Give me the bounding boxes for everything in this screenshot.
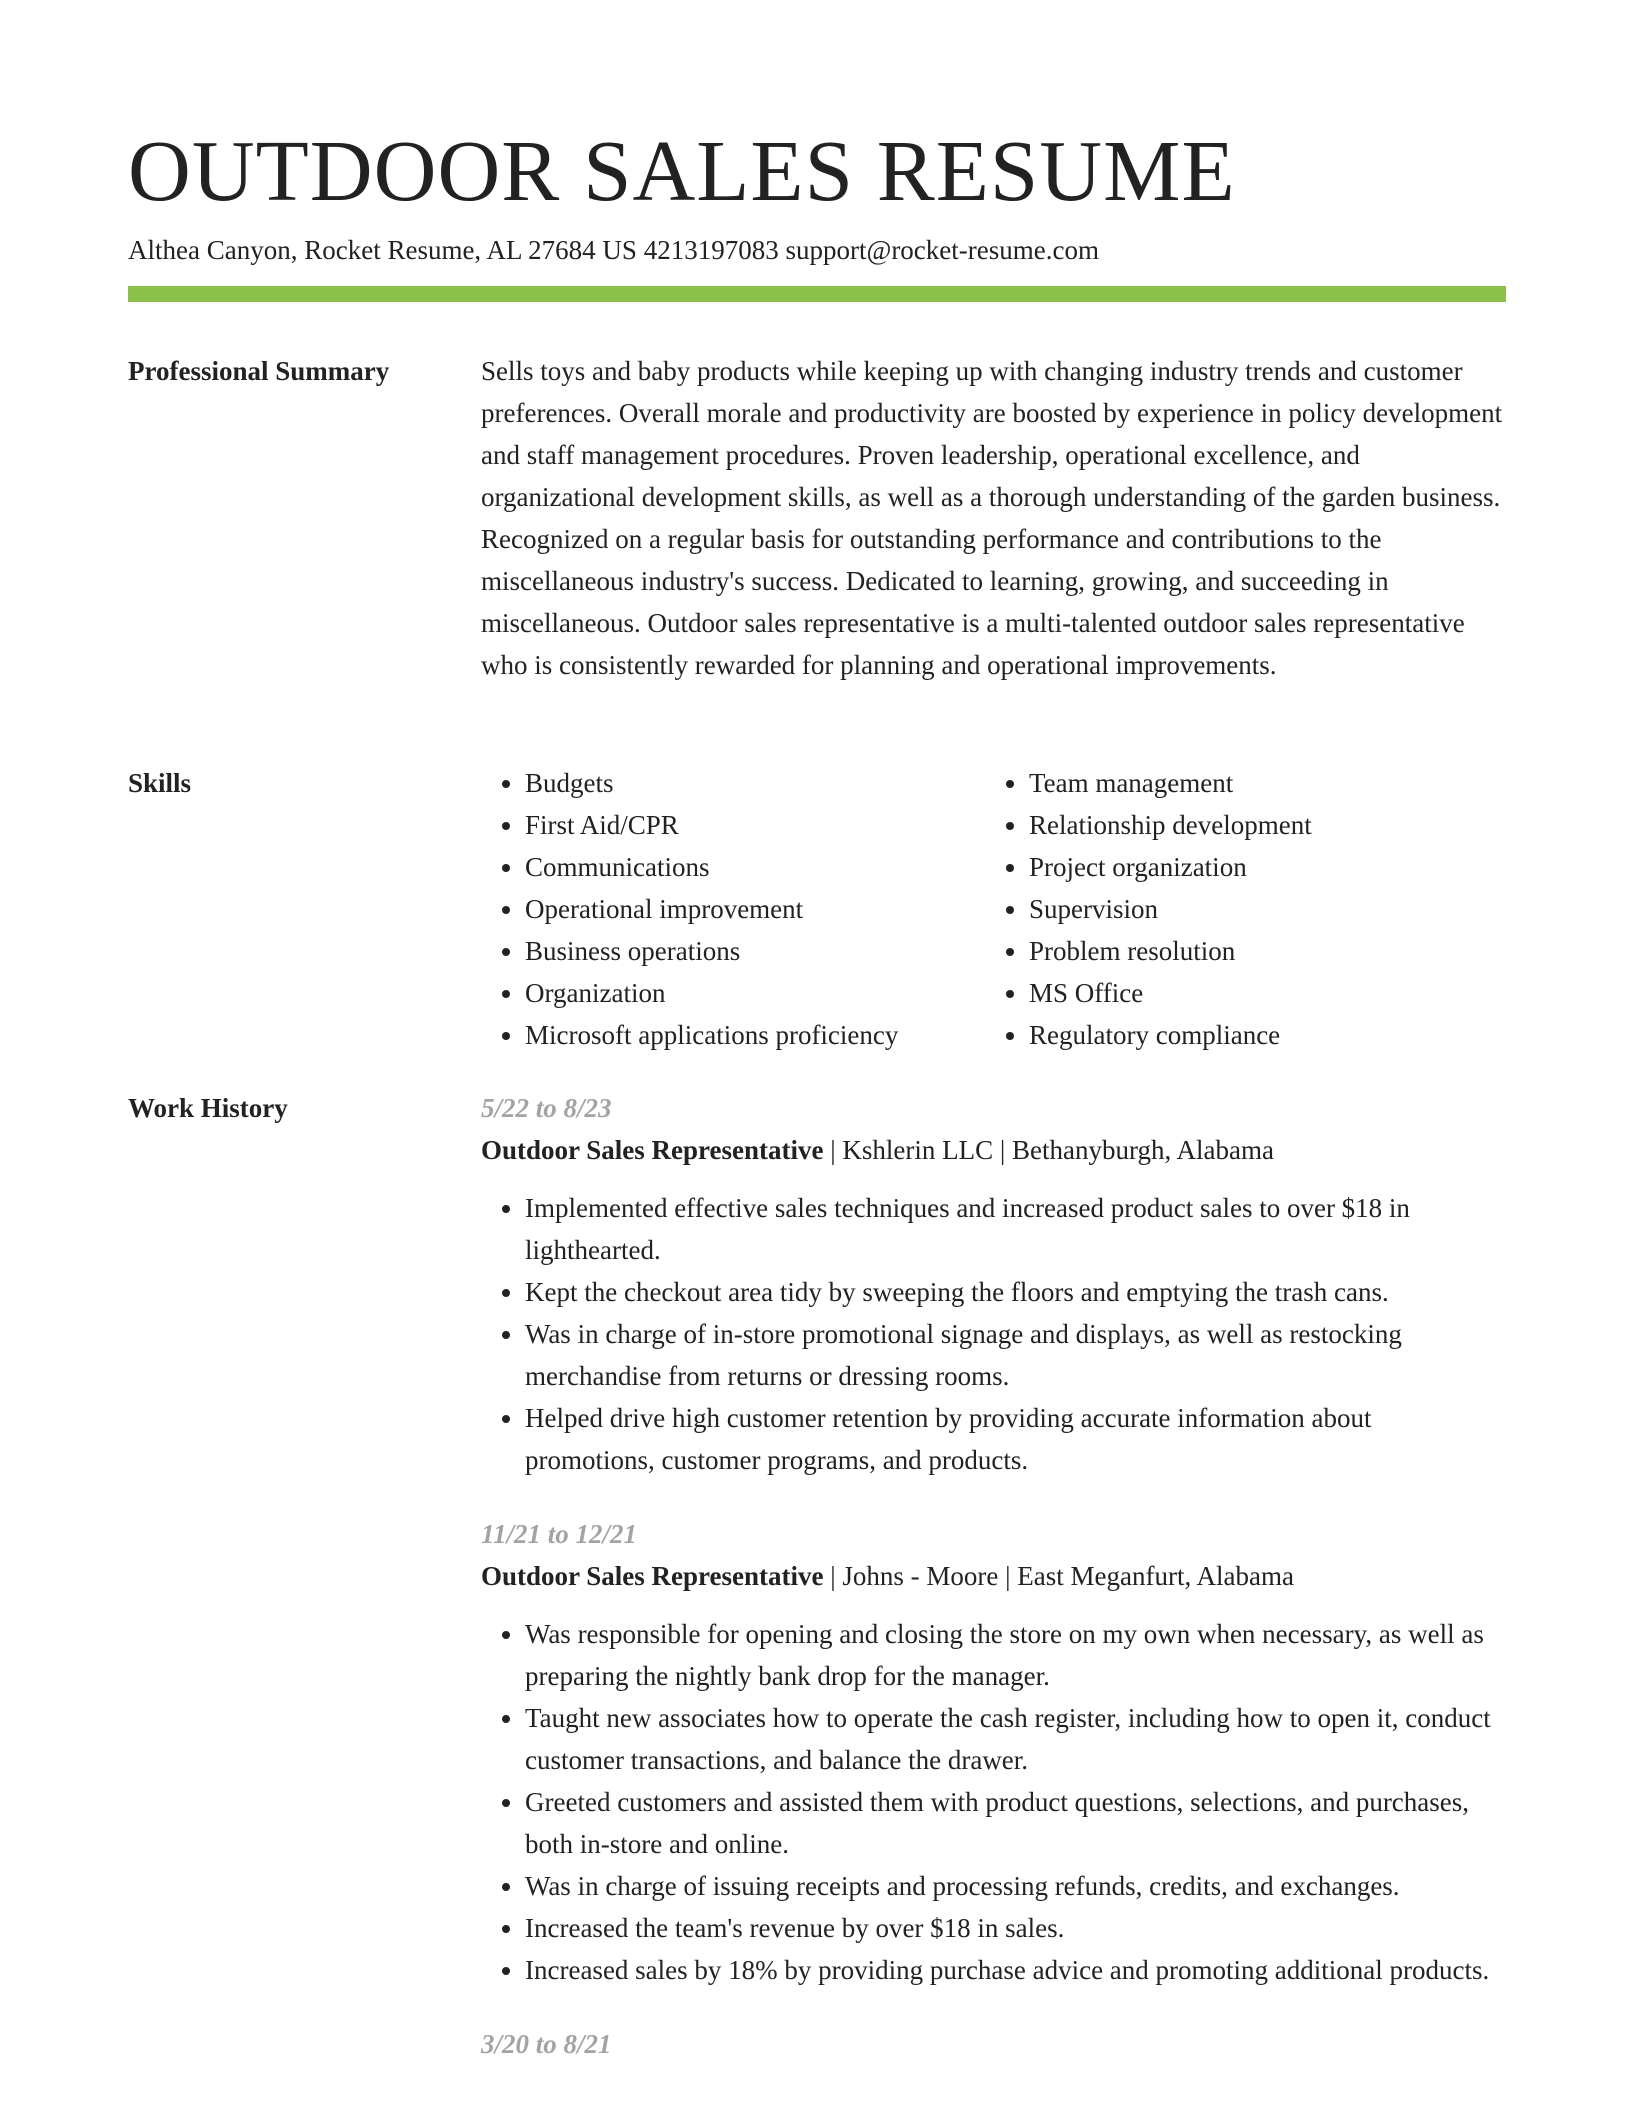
job-bullet: • Kept the checkout area tidy by sweeping the floors and emptying the trash cans.: [525, 1271, 1506, 1313]
job-bullet: • Taught new associates how to operate the cash register, including how to open it, conduct customer transactions, and balance the drawer.: [525, 1697, 1506, 1781]
job-bullet: • Increased sales by 18% by providing purchase advice and promoting additional products.: [525, 1949, 1506, 1991]
contact-phone: 4213197083: [643, 235, 779, 265]
job-dates: 5/22 to 8/23: [481, 1093, 612, 1123]
job-entry: [481, 1087, 1506, 1481]
skills-columns: [481, 762, 1506, 1056]
skills-body: [481, 762, 1506, 1056]
skill-item: • Project organization: [1029, 846, 1489, 888]
skill-item: • Operational improvement: [525, 888, 985, 930]
job-bullet: • Was in charge of in-store promotional signage and displays, as well as restocking merchandise from returns or dressing rooms.: [525, 1313, 1506, 1397]
skill-item: • Team management: [1029, 762, 1489, 804]
skill-item: • First Aid/CPR: [525, 804, 985, 846]
skill-item: • Supervision: [1029, 888, 1489, 930]
job-bullet: • Greeted customers and assisted them with product questions, selections, and purchases, both in-store and online.: [525, 1781, 1506, 1865]
summary-body: [481, 350, 1506, 686]
contact-email: support@rocket-resume.com: [785, 235, 1099, 265]
job-bullet: • Was responsible for opening and closing the store on my own when necessary, as well as preparing the nightly bank drop for the manager.: [525, 1613, 1506, 1697]
skill-item: • Problem resolution: [1029, 930, 1489, 972]
job-company-location: | Johns - Moore | East Meganfurt, Alabama: [823, 1561, 1294, 1591]
skill-item: • Business operations: [525, 930, 985, 972]
skill-item: • Regulatory compliance: [1029, 1014, 1489, 1056]
contact-address: Rocket Resume, AL 27684 US: [304, 235, 637, 265]
work-history-label: Work History: [128, 1093, 288, 1123]
skill-item: • MS Office: [1029, 972, 1489, 1014]
skill-item: • Microsoft applications proficiency: [525, 1014, 985, 1056]
job-bullet: • Implemented effective sales techniques and increased product sales to over $18 in lighthearted.: [525, 1187, 1506, 1271]
job-company-location: | Kshlerin LLC | Bethanyburgh, Alabama: [823, 1135, 1274, 1165]
job-entry: [481, 2023, 1506, 2065]
job-role: Outdoor Sales Representative: [481, 1135, 824, 1165]
summary-label: Professional Summary: [128, 356, 390, 386]
job-heading: [481, 1129, 1506, 1171]
contact-name: Althea Canyon,: [128, 235, 298, 265]
skills-list-left: [481, 762, 985, 1056]
job-heading: [481, 1555, 1506, 1597]
job-bullets: [481, 1613, 1506, 1991]
summary-text: Sells toys and baby products while keeping up with changing industry trends and customer preferences. Overall morale and productivity are boosted by experience in policy development and staff management procedures. Proven leadership, operational excellence, and organizational development skills, as well as a thorough understanding of the garden business. Recognized on a regular basis for outstanding performance and contributions to the miscellaneous industry's success. Dedicated to learning, growing, and succeeding in miscellaneous. Outdoor sales representative is a multi-talented outdoor sales representative who is consistently rewarded for planning and operational improvements.: [481, 356, 1503, 680]
resume-title: OUTDOOR SALES RESUME: [128, 122, 1236, 219]
job-bullet: • Increased the team's revenue by over $18 in sales.: [525, 1907, 1506, 1949]
skill-item: • Organization: [525, 972, 985, 1014]
work-history-body: [481, 1087, 1506, 2065]
job-role: Outdoor Sales Representative: [481, 1561, 824, 1591]
skill-item: • Budgets: [525, 762, 985, 804]
skill-item: • Communications: [525, 846, 985, 888]
header-divider: [128, 286, 1506, 302]
job-bullet: • Was in charge of issuing receipts and processing refunds, credits, and exchanges.: [525, 1865, 1506, 1907]
job-entry: [481, 1513, 1506, 1991]
job-bullets: [481, 1187, 1506, 1481]
job-dates: 11/21 to 12/21: [481, 1519, 638, 1549]
contact-line: [128, 232, 1099, 268]
job-bullet: • Helped drive high customer retention by providing accurate information about promotions, customer programs, and products.: [525, 1397, 1506, 1481]
skills-label: Skills: [128, 768, 192, 798]
skills-list-right: [985, 762, 1489, 1056]
job-dates: 3/20 to 8/21: [481, 2029, 612, 2059]
skill-item: • Relationship development: [1029, 804, 1489, 846]
